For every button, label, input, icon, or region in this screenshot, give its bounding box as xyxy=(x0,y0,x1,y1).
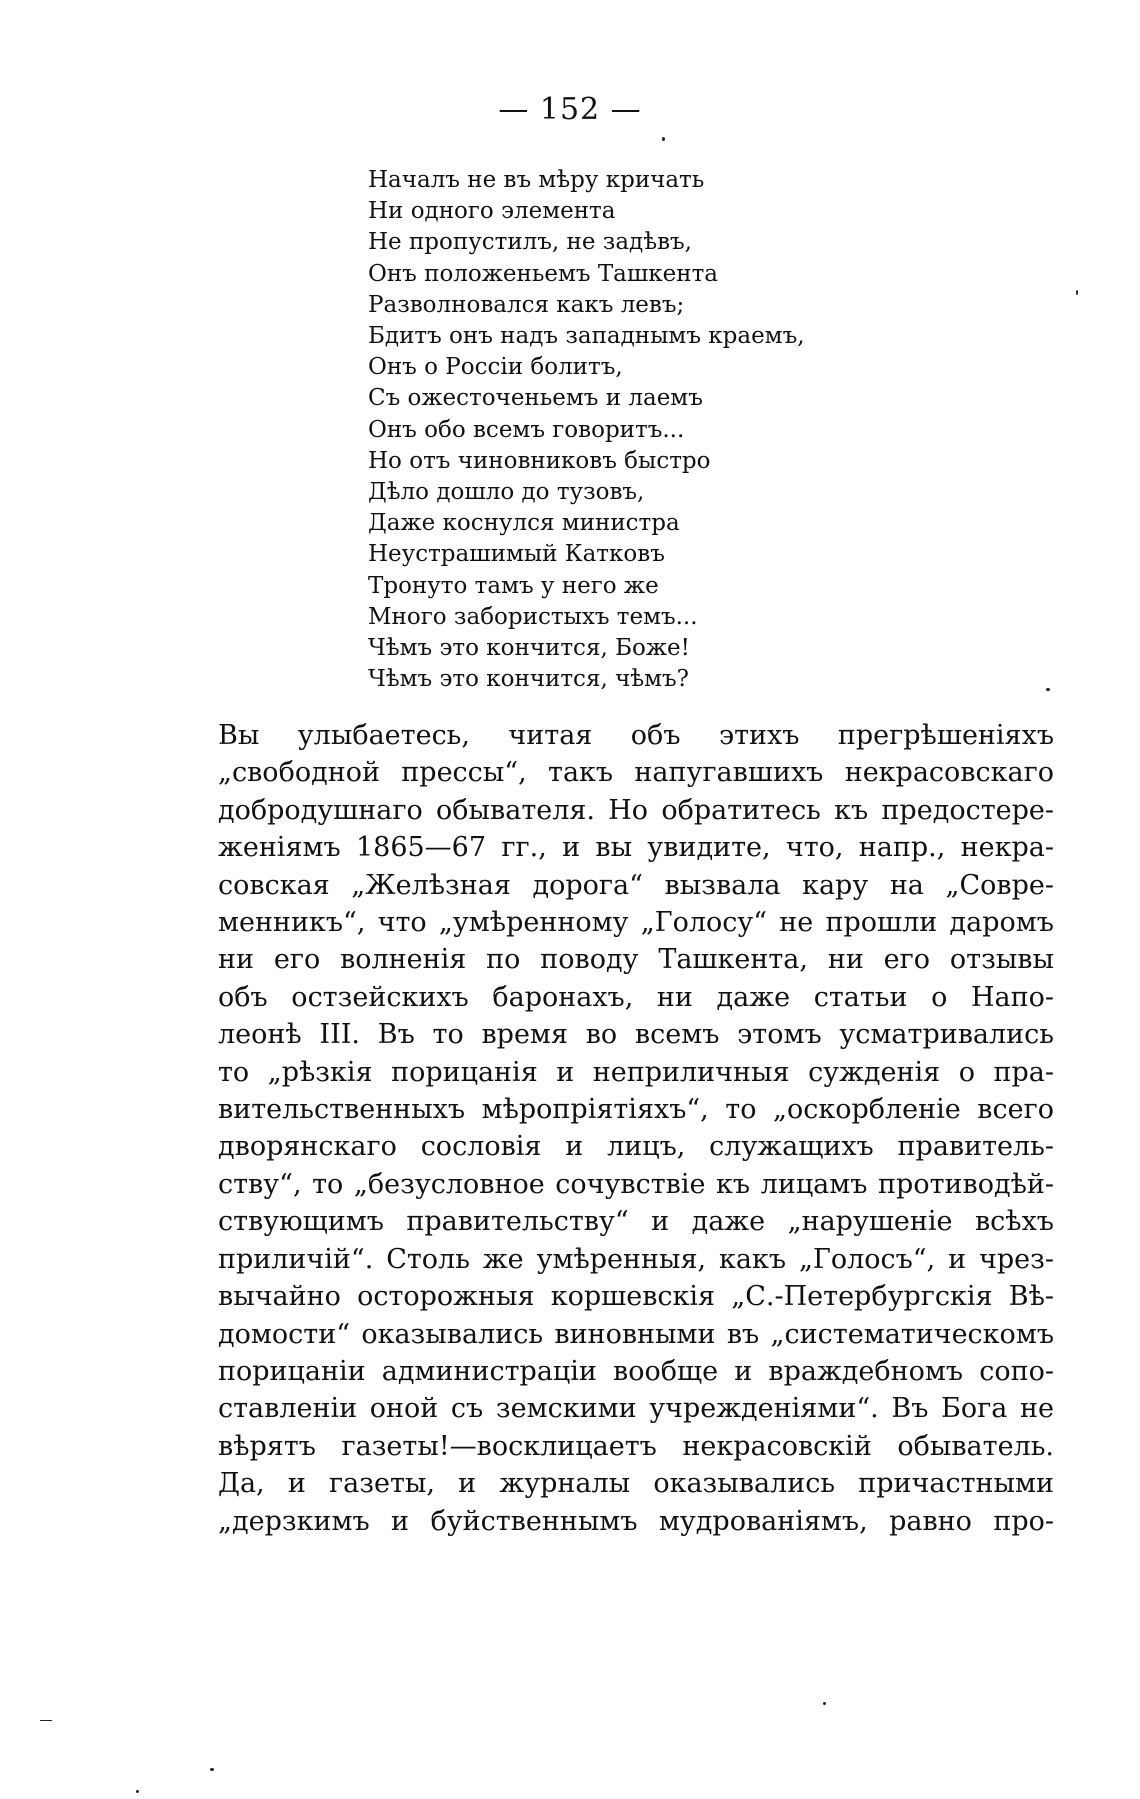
prose-line: вительственныхъ мѣропріятіяхъ“, то „оскорбленіе всего xyxy=(218,1094,1054,1126)
poem-line: Не пропустилъ, не задѣвъ, xyxy=(368,229,692,256)
poem-line: Тронуто тамъ у него же xyxy=(368,572,659,599)
prose-line: женіямъ 1865—67 гг., и вы увидите, что, напр., некра- xyxy=(218,832,1054,864)
prose-line: „свободной прессы“, такъ напугавшихъ некрасовскаго xyxy=(218,757,1054,789)
scan-speck xyxy=(210,1768,214,1771)
prose-line: леонѣ III. Въ то время во всемъ этомъ усматривались xyxy=(218,1019,1054,1051)
poem-line: Онъ обо всемъ говоритъ... xyxy=(368,416,685,443)
prose-line: Да, и газеты, и журналы оказывались причастными xyxy=(218,1468,1054,1500)
prose-line: „дерзкимъ и буйственнымъ мудрованіямъ, равно про- xyxy=(218,1505,1054,1537)
prose-line: Вы улыбаетесь, читая объ этихъ прегрѣшеніяхъ xyxy=(218,720,1054,751)
poem-line: Чѣмъ это кончится, чѣмъ? xyxy=(368,666,690,693)
prose-line: вѣрятъ газеты!—восклицаетъ некрасовскій обыватель. xyxy=(218,1430,1054,1462)
poem-line: Съ ожесточеньемъ и лаемъ xyxy=(368,385,703,412)
prose-line: ствующимъ правительству“ и даже „нарушеніе всѣхъ xyxy=(218,1206,1054,1238)
prose-line: дворянскаго сословія и лицъ, служащихъ правитель- xyxy=(218,1131,1054,1163)
prose-paragraph xyxy=(218,717,1054,1540)
page-number: — 152 — xyxy=(498,92,642,127)
poem-line: Бдитъ онъ надъ западнымъ краемъ, xyxy=(368,323,805,350)
scan-speck xyxy=(1076,290,1078,295)
prose-line: вычайно осторожныя коршевскія „С.-Петербургскія Вѣ- xyxy=(218,1281,1054,1313)
scan-speck xyxy=(662,137,665,141)
prose-line: домости“ оказывались виновными въ „систематическомъ xyxy=(218,1318,1054,1350)
scan-speck xyxy=(823,1702,826,1705)
prose-line: то „рѣзкія порицанія и неприличныя сужденія о пра- xyxy=(218,1056,1054,1088)
poem-line: Разволновался какъ левъ; xyxy=(368,291,685,318)
poem-line: Неустрашимый Катковъ xyxy=(368,541,665,568)
poem-line: Даже коснулся министра xyxy=(368,510,680,537)
prose-line: совская „Желѣзная дорога“ вызвала кару на „Совре- xyxy=(218,869,1054,901)
scan-speck xyxy=(1046,688,1050,691)
prose-line: ставленіи оной съ земскими учрежденіями“. Въ Бога не xyxy=(218,1393,1054,1425)
prose-line: добродушнаго обывателя. Но обратитесь къ предостере- xyxy=(218,794,1054,826)
prose-line: менникъ“, что „умѣренному „Голосу“ не прошли даромъ xyxy=(218,907,1054,939)
prose-line: ству“, то „безусловное сочувствіе къ лицамъ противодѣй- xyxy=(218,1168,1054,1200)
poem-line: Но отъ чиновниковъ быстро xyxy=(368,447,711,474)
poem-line: Началъ не въ мѣру кричать xyxy=(368,167,705,193)
poem-stanza xyxy=(368,165,805,695)
prose-line: порицаніи администраціи вообще и враждебномъ сопо- xyxy=(218,1355,1054,1387)
prose-line: объ остзейскихъ баронахъ, ни даже статьи о Напо- xyxy=(218,981,1054,1013)
scan-speck xyxy=(40,1720,52,1721)
poem-line: Онъ о Россіи болитъ, xyxy=(368,354,623,381)
poem-line: Много забористыхъ темъ... xyxy=(368,603,698,630)
prose-line: ни его волненія по поводу Ташкента, ни его отзывы xyxy=(218,944,1054,976)
scan-speck xyxy=(136,1790,139,1793)
prose-line: приличій“. Столь же умѣренныя, какъ „Голосъ“, и чрез- xyxy=(218,1243,1054,1275)
poem-line: Дѣло дошло до тузовъ, xyxy=(368,479,645,506)
poem-line: Ни одного элемента xyxy=(368,198,616,225)
poem-line: Чѣмъ это кончится, Боже! xyxy=(368,635,690,662)
poem-line: Онъ положеньемъ Ташкента xyxy=(368,260,719,287)
